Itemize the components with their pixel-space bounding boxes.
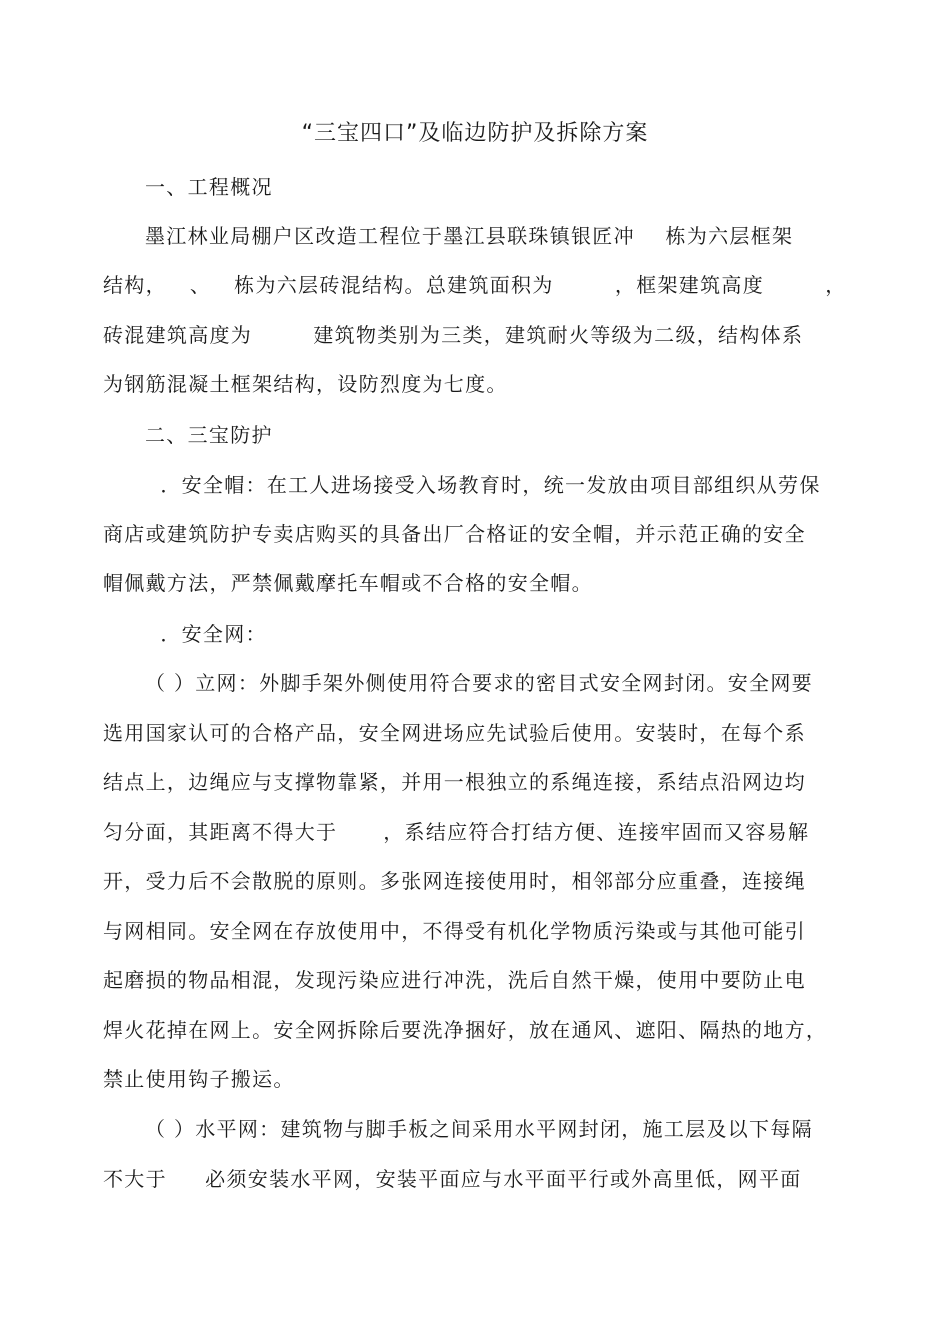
section-heading-three-treasures: 二、三宝防护 [145, 423, 273, 447]
subheading-safety-net: ．安全网： [145, 622, 267, 646]
paragraph-line: ．安全帽：在工人进场接受入场教育时，统一发放由项目部组织从劳保 [145, 473, 821, 497]
paragraph-line: 不大于 必须安装水平网，安装平面应与水平面平行或外高里低，网平面 [103, 1167, 802, 1191]
paragraph-line: 结构， 、 栋为六层砖混结构。总建筑面积为 ，框架建筑高度 ， [103, 273, 847, 297]
paragraph-line: 结点上，边绳应与支撑物靠紧，并用一根独立的系绳连接，系结点沿网边均 [103, 770, 806, 794]
paragraph-line: 开，受力后不会散脱的原则。多张网连接使用时，相邻部分应重叠，连接绳 [103, 869, 806, 893]
document-title: “三宝四口”及临边防护及拆除方案 [301, 121, 649, 146]
paragraph-line: 墨江林业局棚户区改造工程位于墨江县联珠镇银匠冲 栋为六层框架 [145, 224, 794, 248]
paragraph-line: （ ）立网：外脚手架外侧使用符合要求的密目式安全网封闭。安全网要 [145, 671, 813, 695]
paragraph-line: 匀分面，其距离不得大于 ，系结应符合打结方便、连接牢固而又容易解 [103, 820, 810, 844]
paragraph-line: 禁止使用钩子搬运。 [103, 1067, 295, 1091]
paragraph-line: 与网相同。安全网在存放使用中，不得受有机化学物质污染或与其他可能引 [103, 919, 806, 943]
paragraph-line: 焊火花掉在网上。安全网拆除后要洗净捆好，放在通风、遮阳、隔热的地方， [103, 1018, 828, 1042]
paragraph-line: 选用国家认可的合格产品，安全网进场应先试验后使用。安装时，在每个系 [103, 721, 806, 745]
paragraph-line: 帽佩戴方法，严禁佩戴摩托车帽或不合格的安全帽。 [103, 571, 593, 595]
paragraph-line: （ ）水平网：建筑物与脚手板之间采用水平网封闭，施工层及以下每隔 [145, 1117, 813, 1141]
paragraph-line: 起磨损的物品相混，发现污染应进行冲洗，洗后自然干燥，使用中要防止电 [103, 968, 806, 992]
paragraph-line: 为钢筋混凝土框架结构，设防烈度为七度。 [103, 372, 508, 396]
section-heading-overview: 一、工程概况 [145, 175, 273, 199]
paragraph-line: 砖混建筑高度为 建筑物类别为三类，建筑耐火等级为二级，结构体系 [103, 323, 804, 347]
paragraph-line: 商店或建筑防护专卖店购买的具备出厂合格证的安全帽，并示范正确的安全 [103, 522, 806, 546]
